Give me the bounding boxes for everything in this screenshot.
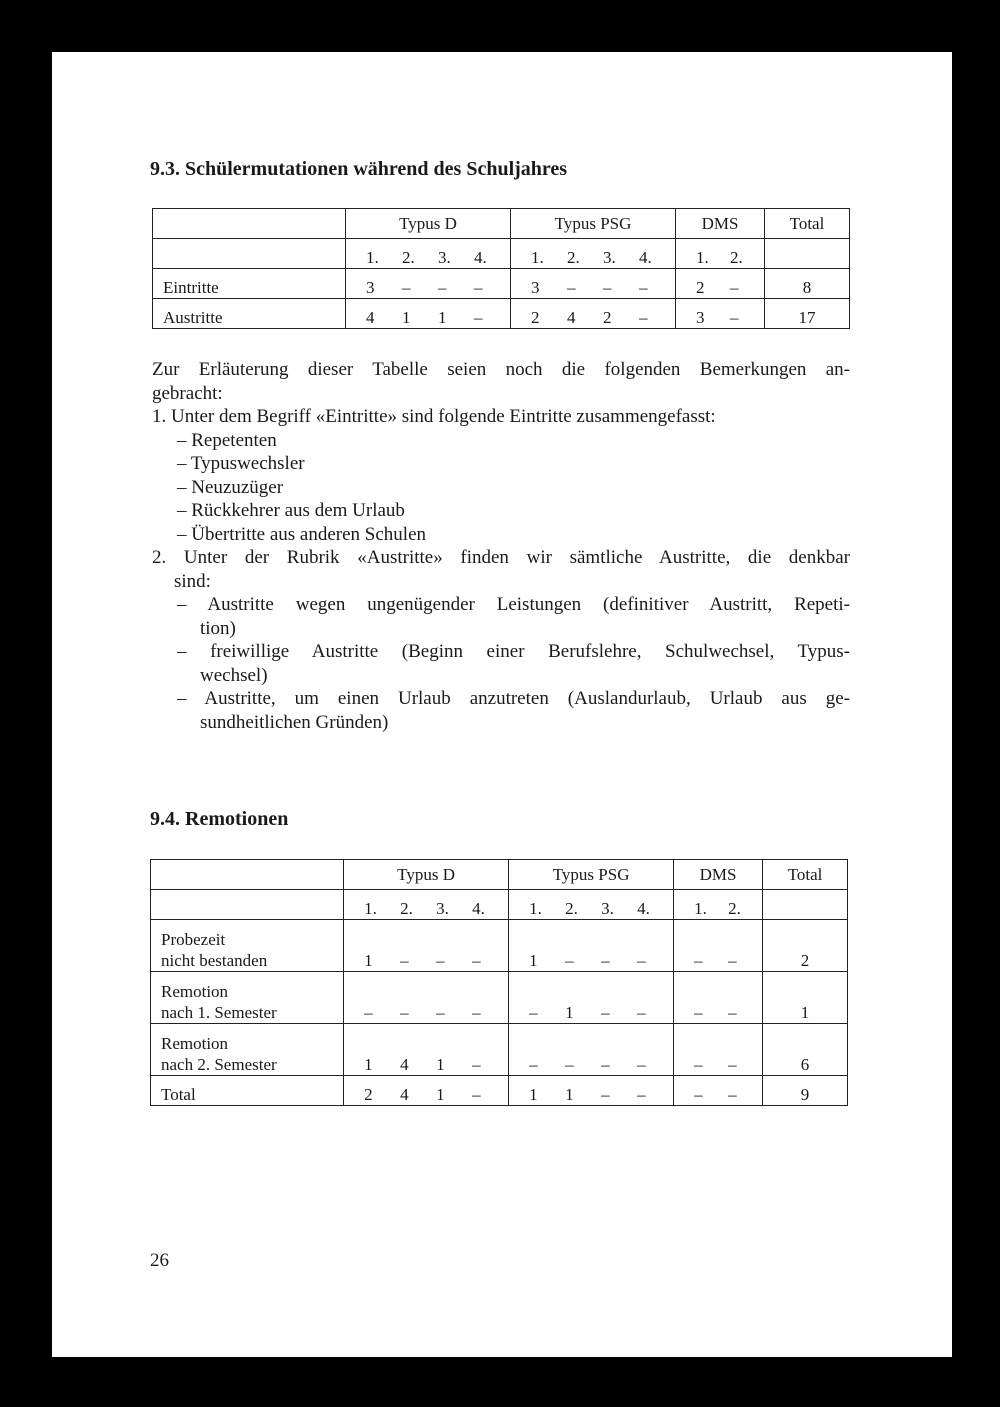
table-row: [153, 269, 850, 299]
value: 4.: [639, 248, 652, 267]
text-line: – freiwillige Austritte (Beginn einer Berufslehre, Schulwechsel, Typus-: [177, 641, 850, 662]
total-cell: 2: [763, 920, 848, 972]
value: 1: [402, 308, 411, 327]
group-cell: [511, 269, 676, 299]
value: –: [728, 1003, 737, 1022]
total-cell: 8: [765, 269, 850, 299]
value: 3.: [438, 248, 451, 267]
group-cell: [676, 269, 765, 299]
value: –: [436, 1003, 445, 1022]
column-header: DMS: [676, 209, 765, 239]
value: 1.: [366, 248, 379, 267]
value: 1.: [696, 248, 709, 267]
value: –: [637, 1003, 646, 1022]
group-cell: [676, 299, 765, 329]
value: 4.: [637, 899, 650, 918]
column-header: Total: [765, 209, 850, 239]
column-header: Typus D: [346, 209, 511, 239]
row-label-line: nicht bestanden: [161, 951, 268, 970]
value: 2.: [565, 899, 578, 918]
value: –: [472, 1003, 481, 1022]
value: –: [730, 308, 739, 327]
value: 3: [696, 308, 705, 327]
value: –: [402, 278, 411, 297]
subheader-row: [153, 239, 850, 269]
table-row: [151, 972, 848, 1024]
value: –: [694, 1055, 703, 1074]
group-cell: [511, 239, 676, 269]
mutations-table: [152, 208, 850, 329]
value: 1: [364, 1055, 373, 1074]
value: –: [474, 278, 483, 297]
row-label-line: Remotion: [161, 982, 229, 1001]
column-header: Typus D: [344, 860, 509, 890]
value: 1: [529, 1085, 538, 1104]
value: –: [474, 308, 483, 327]
value: 1: [364, 951, 373, 970]
value: 1: [529, 951, 538, 970]
value: 3.: [601, 899, 614, 918]
value: 1.: [694, 899, 707, 918]
value: 4: [366, 308, 375, 327]
group-cell: [509, 972, 674, 1024]
value: 2.: [730, 248, 743, 267]
table-row: [151, 920, 848, 972]
group-cell: [509, 1076, 674, 1106]
value: –: [472, 1055, 481, 1074]
value: 4: [567, 308, 576, 327]
value: 2: [364, 1085, 373, 1104]
header-row: [151, 860, 848, 890]
value: –: [400, 1003, 409, 1022]
value: –: [601, 1055, 610, 1074]
value: –: [529, 1055, 538, 1074]
group-cell: [509, 920, 674, 972]
text-line: – Neuzuzüger: [177, 476, 284, 498]
empty-cell: [153, 239, 346, 269]
value: 2.: [402, 248, 415, 267]
value: 3: [531, 278, 540, 297]
value: –: [730, 278, 739, 297]
group-cell: [346, 269, 511, 299]
value: –: [728, 1055, 737, 1074]
value: –: [436, 951, 445, 970]
row-label-line: nach 1. Semester: [161, 1003, 277, 1022]
row-label-line: Eintritte: [163, 278, 219, 297]
group-cell: [344, 920, 509, 972]
text-line: 1. Unter dem Begriff «Eintritte» sind folgende Eintritte zusammengefasst:: [152, 406, 716, 427]
row-label-line: Probezeit: [161, 930, 226, 949]
value: 2: [603, 308, 612, 327]
value: 2: [531, 308, 540, 327]
value: –: [637, 1055, 646, 1074]
row-label-line: Remotion: [161, 1034, 229, 1053]
text-line: 2. Unter der Rubrik «Austritte» finden wir sämtliche Austritte, die denkbar: [152, 547, 850, 568]
text-line: sundheitlichen Gründen): [200, 711, 389, 733]
column-header: Typus PSG: [511, 209, 676, 239]
text-line: sind:: [174, 570, 211, 592]
column-header: Total: [763, 860, 848, 890]
value: –: [637, 1085, 646, 1104]
value: –: [694, 1003, 703, 1022]
value: –: [601, 1003, 610, 1022]
explanation-text: [152, 358, 850, 734]
total-cell: 9: [763, 1076, 848, 1106]
value: 1: [565, 1003, 574, 1022]
empty-cell: [763, 890, 848, 920]
row-label: [151, 1076, 344, 1106]
row-label: [151, 920, 344, 972]
text-line: wechsel): [200, 664, 268, 686]
table-row: [153, 299, 850, 329]
value: –: [565, 1055, 574, 1074]
value: –: [565, 951, 574, 970]
table-row: [151, 1024, 848, 1076]
value: –: [639, 308, 648, 327]
group-cell: [511, 299, 676, 329]
column-header: Typus PSG: [509, 860, 674, 890]
header-row: [153, 209, 850, 239]
group-cell: [676, 239, 765, 269]
value: –: [637, 951, 646, 970]
value: –: [529, 1003, 538, 1022]
row-label-line: nach 2. Semester: [161, 1055, 277, 1074]
total-cell: 6: [763, 1024, 848, 1076]
page-number: 26: [150, 1250, 169, 1271]
total-cell: 1: [763, 972, 848, 1024]
value: –: [728, 951, 737, 970]
value: 4.: [474, 248, 487, 267]
group-cell: [509, 1024, 674, 1076]
text-line: – Austritte, um einen Urlaub anzutreten (Auslandurlaub, Urlaub aus ge-: [177, 688, 850, 709]
group-cell: [509, 890, 674, 920]
row-label: [151, 1024, 344, 1076]
value: 1: [438, 308, 447, 327]
value: –: [601, 951, 610, 970]
text-line: – Rückkehrer aus dem Urlaub: [177, 500, 405, 521]
empty-cell: [151, 890, 344, 920]
group-cell: [344, 890, 509, 920]
section-heading-remotions: 9.4. Remotionen: [150, 808, 289, 830]
value: 1: [565, 1085, 574, 1104]
value: –: [601, 1085, 610, 1104]
text-line: – Typuswechsler: [177, 453, 305, 474]
value: 1: [436, 1055, 445, 1074]
value: 3.: [603, 248, 616, 267]
column-header: DMS: [674, 860, 763, 890]
value: –: [639, 278, 648, 297]
group-cell: [346, 239, 511, 269]
table-row: [151, 1076, 848, 1106]
value: –: [438, 278, 447, 297]
value: –: [472, 1085, 481, 1104]
text-line: Zur Erläuterung dieser Tabelle seien noch die folgenden Bemerkungen an-: [152, 359, 850, 380]
row-label: [153, 299, 346, 329]
value: 4: [400, 1085, 409, 1104]
group-cell: [344, 972, 509, 1024]
value: –: [728, 1085, 737, 1104]
group-cell: [674, 890, 763, 920]
group-cell: [346, 299, 511, 329]
value: –: [694, 951, 703, 970]
empty-cell: [151, 860, 344, 890]
group-cell: [344, 1024, 509, 1076]
value: 3: [366, 278, 375, 297]
value: 2: [696, 278, 705, 297]
text-line: – Repetenten: [177, 429, 277, 451]
row-label-line: Total: [161, 1085, 196, 1104]
value: 1.: [529, 899, 542, 918]
group-cell: [674, 920, 763, 972]
row-label-line: Austritte: [163, 308, 223, 327]
group-cell: [674, 1076, 763, 1106]
value: 4.: [472, 899, 485, 918]
value: –: [603, 278, 612, 297]
value: 4: [400, 1055, 409, 1074]
value: 2.: [567, 248, 580, 267]
text-line: – Austritte wegen ungenügender Leistungen (definitiver Austritt, Repeti-: [177, 594, 850, 615]
row-label: [153, 269, 346, 299]
value: –: [694, 1085, 703, 1104]
remotions-table: [150, 859, 848, 1106]
group-cell: [674, 1024, 763, 1076]
empty-cell: [153, 209, 346, 239]
empty-cell: [765, 239, 850, 269]
row-label: [151, 972, 344, 1024]
value: –: [472, 951, 481, 970]
value: 2.: [728, 899, 741, 918]
group-cell: [674, 972, 763, 1024]
text-line: – Übertritte aus anderen Schulen: [177, 523, 427, 545]
total-cell: 17: [765, 299, 850, 329]
value: 3.: [436, 899, 449, 918]
value: 1: [436, 1085, 445, 1104]
value: –: [400, 951, 409, 970]
value: –: [364, 1003, 373, 1022]
group-cell: [344, 1076, 509, 1106]
value: 2.: [400, 899, 413, 918]
value: 1.: [364, 899, 377, 918]
text-line: tion): [200, 617, 236, 639]
subheader-row: [151, 890, 848, 920]
text-line: gebracht:: [152, 382, 223, 404]
section-heading-mutations: 9.3. Schülermutationen während des Schuljahres: [150, 158, 568, 180]
value: –: [567, 278, 576, 297]
value: 1.: [531, 248, 544, 267]
